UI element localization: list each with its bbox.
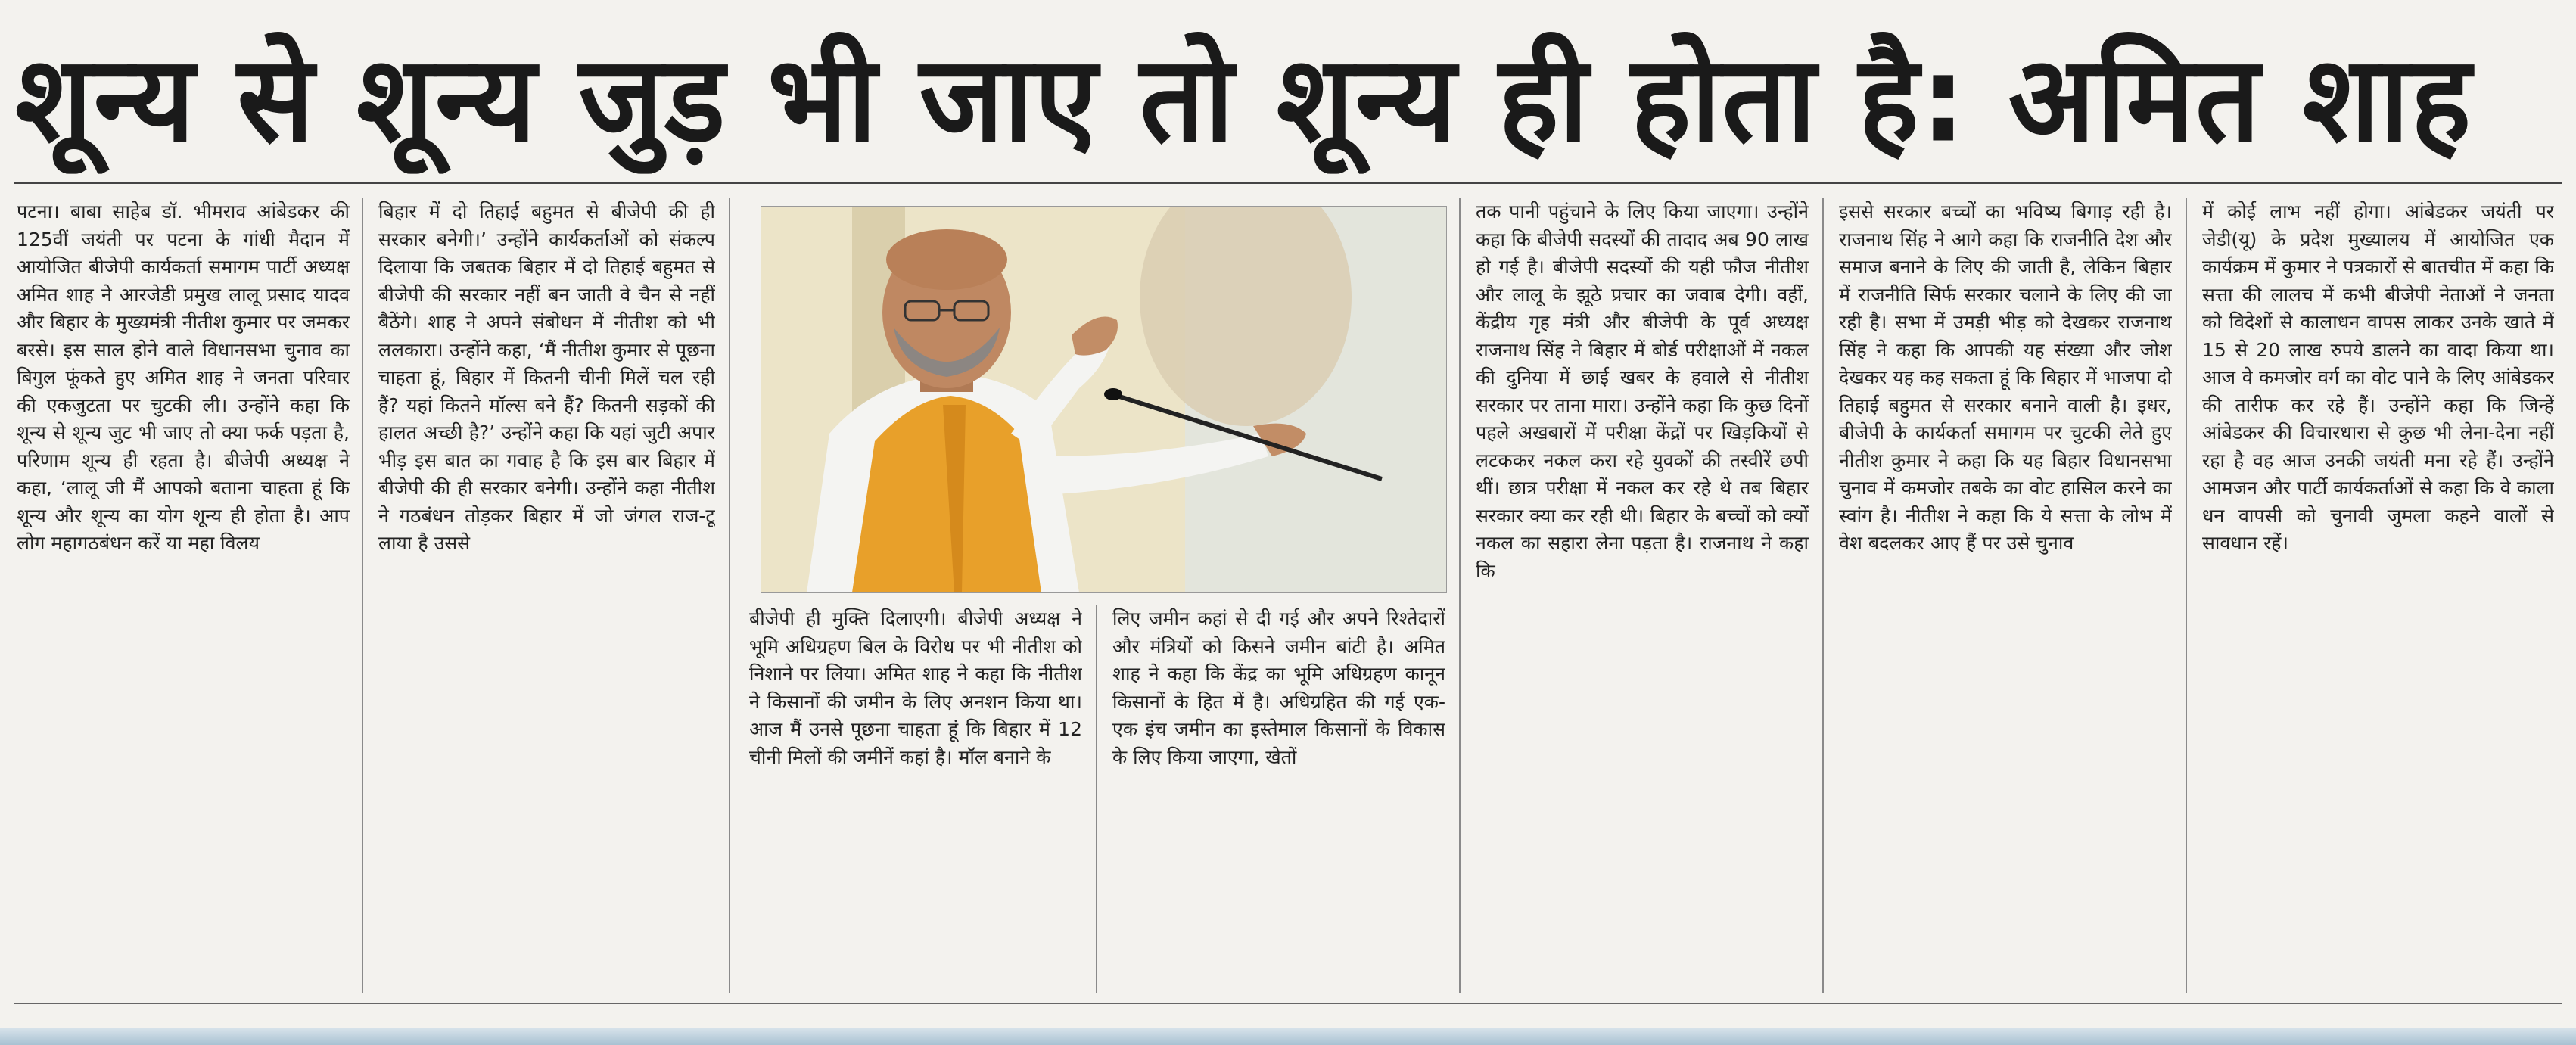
column-divider: [1822, 198, 1824, 993]
page-edge: [0, 1028, 2576, 1045]
speaker-photo: [761, 206, 1447, 593]
column-divider: [1096, 605, 1097, 993]
column-4-text: लिए जमीन कहां से दी गई और अपने रिश्तेदारों और मंत्रियों को किसने जमीन बांटी है। अमित शाह ने कहा कि केंद्र का भूमि अधिग्रहण कानून किसानों के हित में है। अधिग्रहित की गई एक-एक इंच जमीन का इस्तेमाल किसानों के विकास के लिए किया जाएगा, खेतों: [1112, 608, 1445, 768]
column-divider: [2186, 198, 2187, 993]
column-6-text: इससे सरकार बच्चों का भविष्य बिगाड़ रही है। राजनाथ सिंह ने आगे कहा कि राजनीति देश और समाज बनाने के लिए की जाती है, लेकिन बिहार में राजनीति सिर्फ सरकार चलाने के लिए की जा रही है। सभा में उमड़ी भीड़ को देखकर राजनाथ सिंह ने कहा कि आपकी यह संख्या और जोश देखकर यह कह सकता हूं कि बिहार में भाजपा दो तिहाई बहुमत से सरकार बनाने वाली है। इधर, बीजेपी के कार्यकर्ता समागम पर चुटकी लेते हुए नीतीश कुमार ने कहा कि यह बिहार विधानसभा चुनाव में कमजोर तबके का वोट हासिल करने का स्वांग है। नीतीश ने कहा कि ये सत्ता के लोभ में वेश बदलकर आए हैं पर उसे चुनाव: [1839, 201, 2172, 554]
article-column-4: [1112, 605, 1445, 993]
article-column-6: [1839, 198, 2172, 993]
bottom-rule: [14, 1003, 2562, 1004]
article-column-3: [749, 605, 1082, 993]
column-divider: [362, 198, 363, 993]
column-5-text: तक पानी पहुंचाने के लिए किया जाएगा। उन्होंने कहा कि बीजेपी सदस्यों की तादाद अब 90 लाख हो गई है। बीजेपी सदस्यों की यही फौज नीतीश और लालू के झूठे प्रचार का जवाब देगी। वहीं, केंद्रीय गृह मंत्री और बीजेपी के पूर्व अध्यक्ष राजनाथ सिंह ने बिहार में बोर्ड परीक्षाओं में नकल की दुनिया में छाई खबर के हवाले से नीतीश सरकार पर ताना मारा। उन्होंने कहा कि कुछ दिनों पहले अखबारों में परीक्षा केंद्रों पर खिड़कियों से लटककर नकल करा रहे युवकों की तस्वीरें छपी थीं। छात्र परीक्षा में नकल कर रहे थे तब बिहार सरकार क्या कर रही थी। बिहार के बच्चों को क्यों नकल का सहारा लेना पड़ता है। राजनाथ ने कहा कि: [1476, 201, 1809, 582]
article-column-1: [17, 198, 350, 993]
article-column-2: [378, 198, 715, 993]
column-7-text: में कोई लाभ नहीं होगा। आंबेडकर जयंती पर जेडी(यू) के प्रदेश मुख्यालय में आयोजित एक कार्यक्रम में कुमार ने पत्रकारों से बातचीत में कहा कि सत्ता की लालच में कभी बीजेपी नेताओं ने जनता को विदेशों से कालाधन वापस लाकर उनके खाते में 15 से 20 लाख रुपये डालने का वादा किया था। आज वे कमजोर वर्ग का वोट पाने के लिए आंबेडकर की तारीफ कर रहे हैं। उन्होंने कहा कि जिन्हें आंबेडकर की विचारधारा से कुछ भी लेना-देना नहीं रहा है वह आज उनकी जयंती मना रहे हैं। उन्होंने आमजन और पार्टी कार्यकर्ताओं से कहा कि वे काला धन वापसी को चुनावी जुमला कहने वालों से सावधान रहें।: [2202, 201, 2554, 554]
headline-rule: [14, 182, 2562, 184]
column-1-text: पटना। बाबा साहेब डॉ. भीमराव आंबेडकर की 125वीं जयंती पर पटना के गांधी मैदान में आयोजित बीजेपी कार्यकर्ता समागम पार्टी अध्यक्ष अमित शाह ने आरजेडी प्रमुख लालू प्रसाद यादव और बिहार के मुख्यमंत्री नीतीश कुमार पर जमकर बरसे। इस साल होने वाले विधानसभा चुनाव का बिगुल फूंकते हुए अमित शाह ने जनता परिवार की एकजुटता पर चुटकी ली। उन्होंने कहा कि शून्य से शून्य जुट भी जाए तो क्या फर्क पड़ता है, परिणाम शून्य ही रहता है। बीजेपी अध्यक्ष ने कहा, ‘लालू जी मैं आपको बताना चाहता हूं कि शून्य और शून्य का योग शून्य ही होता है। आप लोग महागठबंधन करें या महा विलय: [17, 201, 350, 554]
column-divider: [729, 198, 730, 993]
column-3-text: बीजेपी ही मुक्ति दिलाएगी। बीजेपी अध्यक्ष ने भूमि अधिग्रहण बिल के विरोध पर भी नीतीश को निशाने पर लिया। अमित शाह ने कहा कि नीतीश ने किसानों की जमीन के लिए अनशन किया था। आज मैं उनसे पूछना चाहता हूं कि बिहार में 12 चीनी मिलों की जमीनें कहां है। मॉल बनाने के: [749, 608, 1082, 768]
article-column-7: [2202, 198, 2554, 993]
speaker-photo-illustration: [761, 207, 1446, 592]
column-2-text: बिहार में दो तिहाई बहुमत से बीजेपी की ही सरकार बनेगी।’ उन्होंने कार्यकर्ताओं को संकल्प दिलाया कि जबतक बिहार में दो तिहाई बहुमत से बीजेपी की सरकार नहीं बन जाती वे चैन से नहीं बैठेंगे। शाह ने अपने संबोधन में नीतीश को भी ललकारा। उन्होंने कहा, ‘मैं नीतीश कुमार से पूछना चाहता हूं, बिहार में कितनी चीनी मिलें चल रही हैं? यहां कितने मॉल्स बने हैं? कितनी सड़कों की हालत अच्छी है?’ उन्होंने कहा कि यहां जुटी अपार भीड़ इस बात का गवाह है कि इस बार बिहार में बीजेपी की ही सरकार बनेगी। उन्होंने कहा नीतीश ने गठबंधन तोड़कर बिहार में जो जंगल राज-टू लाया है उससे: [378, 201, 715, 554]
column-divider: [1459, 198, 1461, 993]
headline: शून्य से शून्य जुड़ भी जाए तो शून्य ही होता है: अमित शाह: [15, 30, 2473, 170]
article-column-5: [1476, 198, 1809, 993]
